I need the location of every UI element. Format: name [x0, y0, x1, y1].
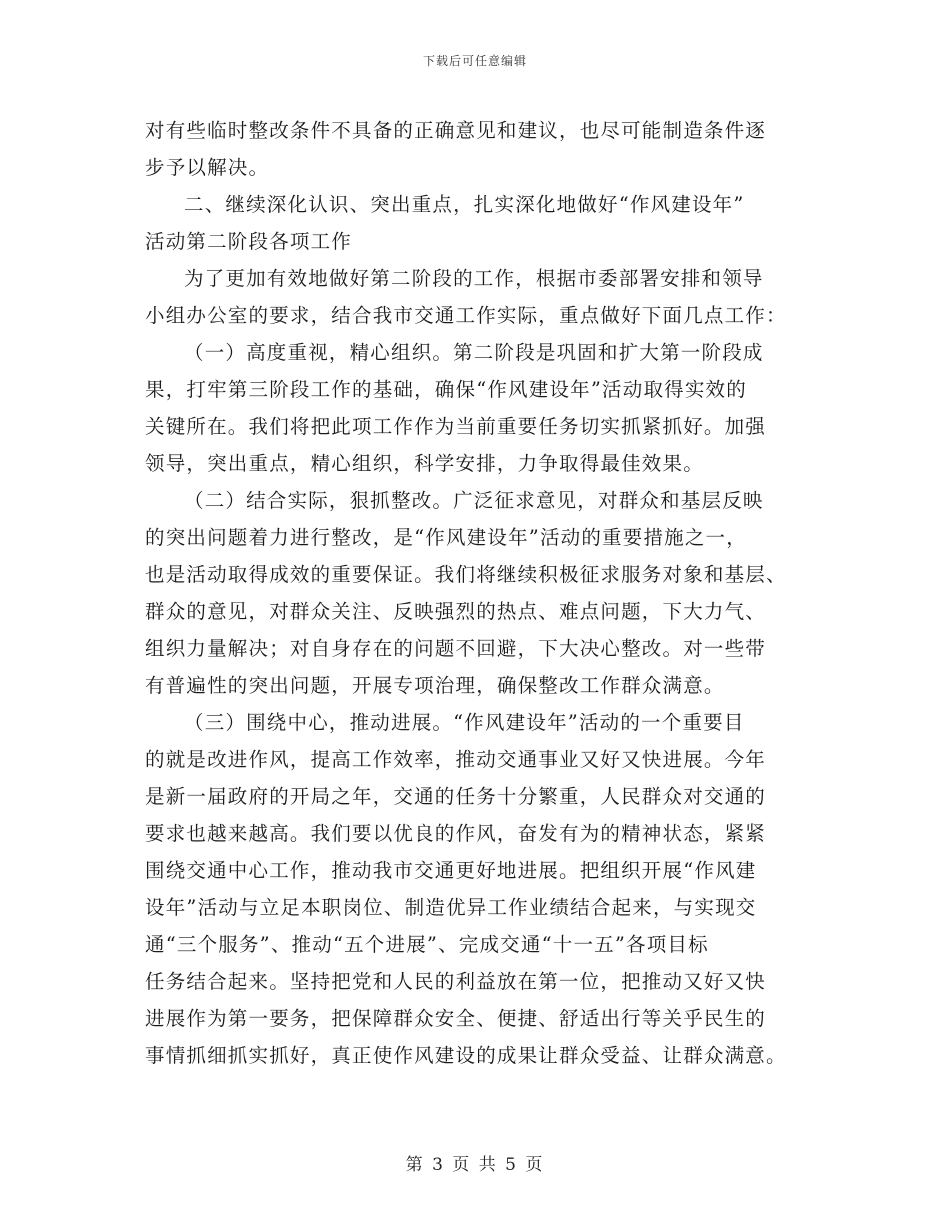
text-line: 小组办公室的要求，结合我市交通工作实际，重点做好下面几点工作： [145, 304, 787, 327]
text-line: 设年”活动与立足本职岗位、制造优异工作业绩结合起来，与实现交 [145, 896, 757, 919]
text-line: 活动第二阶段各项工作 [145, 230, 353, 253]
text-line: 关键所在。我们将把此项工作作为当前重要任务切实抓紧抓好。加强 [145, 415, 767, 438]
text-line: （一）高度重视，精心组织。第二阶段是巩固和扩大第一阶段成 [184, 341, 764, 364]
text-line: 要求也越来越高。我们要以优良的作风，奋发有为的精神状态，紧紧 [145, 822, 767, 845]
text-line: 事情抓细抓实抓好，真正使作风建设的成果让群众受益、让群众满意。 [145, 1044, 787, 1067]
page-number: 第 3 页 共 5 页 [405, 1155, 545, 1175]
text-line: 任务结合起来。坚持把党和人民的利益放在第一位，把推动又好又快 [145, 970, 767, 993]
text-line: 领导，突出重点，精心组织，科学安排，力争取得最佳效果。 [145, 452, 704, 475]
text-line: 进展作为第一要务，把保障群众安全、便捷、舒适出行等关乎民生的 [145, 1007, 767, 1030]
text-line: 步予以解决。 [145, 156, 270, 179]
text-line: 是新一届政府的开局之年，交通的任务十分繁重，人民群众对交通的 [145, 785, 767, 808]
text-line: 对有些临时整改条件不具备的正确意见和建议，也尽可能制造条件逐 [145, 119, 767, 142]
text-line: 二、继续深化认识、突出重点，扎实深化地做好“作风建设年” [184, 193, 745, 216]
text-line: 通“三个服务”、推动“五个进展”、完成交通“十一五”各项目标 [145, 933, 709, 956]
page-header-note: 下载后可任意编辑 [422, 54, 527, 68]
text-line: （三）围绕中心，推动进展。“作风建设年”活动的一个重要目 [184, 711, 745, 734]
text-line: 也是活动取得成效的重要保证。我们将继续积极征求服务对象和基层、 [145, 563, 787, 586]
text-line: 为了更加有效地做好第二阶段的工作，根据市委部署安排和领导 [184, 267, 764, 290]
text-line: 果，打牢第三阶段工作的基础，确保“作风建设年”活动取得实效的 [145, 378, 747, 401]
text-line: 有普遍性的突出问题，开展专项治理，确保整改工作群众满意。 [145, 674, 725, 697]
document-body [145, 112, 810, 1074]
text-line: 群众的意见，对群众关注、反映强烈的热点、难点问题，下大力气、 [145, 600, 767, 623]
text-line: 的突出问题着力进行整改，是“作风建设年”活动的重要措施之一， [145, 526, 747, 549]
text-line: 围绕交通中心工作，推动我市交通更好地进展。把组织开展“作风建 [145, 859, 757, 882]
text-line: （二）结合实际，狠抓整改。广泛征求意见，对群众和基层反映 [184, 489, 764, 512]
text-line: 的就是改进作风，提高工作效率，推动交通事业又好又快进展。今年 [145, 748, 767, 771]
text-line: 组织力量解决；对自身存在的问题不回避，下大决心整改。对一些带 [145, 637, 767, 660]
